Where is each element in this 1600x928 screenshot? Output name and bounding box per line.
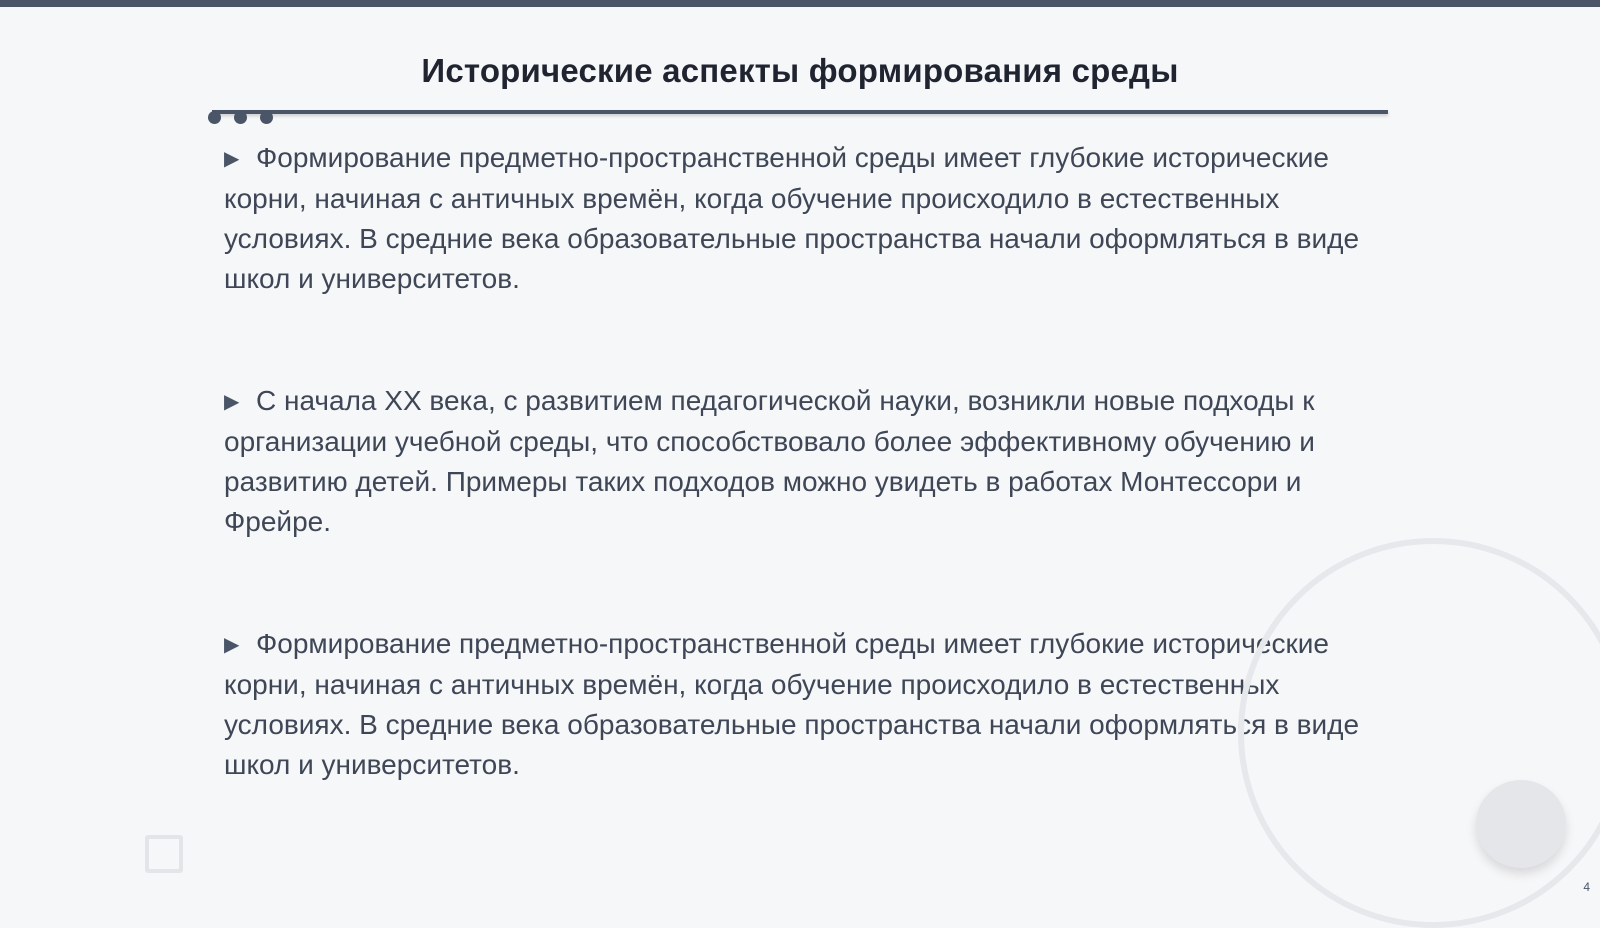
decor-dot-2 — [234, 111, 247, 124]
bullet-arrow-icon: ▶ — [224, 391, 240, 413]
top-accent-bar — [0, 0, 1600, 7]
bullet-item — [224, 381, 1384, 542]
bullet-text: Формирование предметно-пространственной среды имеет глубокие исторические корни, начиная с античных времён, когда обучение происходило в естественных условиях. В средние века образовательные пространства начали оформляться в виде школ и университетов. — [224, 628, 1360, 780]
page-number: 4 — [1583, 880, 1590, 894]
decor-dot-1 — [208, 111, 221, 124]
bullet-text: Формирование предметно-пространственной среды имеет глубокие исторические корни, начиная с античных времён, когда обучение происходило в естественных условиях. В средние века образовательные пространства начали оформляться в виде школ и университетов. — [224, 142, 1360, 294]
decor-dot-3 — [260, 111, 273, 124]
bullet-item — [224, 624, 1384, 785]
bullet-text: С начала XX века, с развитием педагогической науки, возникли новые подходы к организации учебной среды, что способствовало более эффективному обучению и развитию детей. Примеры таких подходов можно увидеть в работах Монтессори и Фрейре. — [224, 385, 1315, 537]
title-underline — [212, 110, 1388, 114]
bullet-list — [224, 138, 1384, 785]
bullet-item — [224, 138, 1384, 299]
decor-circle — [1476, 780, 1566, 868]
bullet-arrow-icon: ▶ — [224, 634, 240, 656]
bullet-arrow-icon: ▶ — [224, 148, 240, 170]
decor-ring — [1238, 538, 1600, 928]
slide-title: Исторические аспекты формирования среды — [421, 52, 1179, 89]
decor-square — [145, 835, 183, 873]
